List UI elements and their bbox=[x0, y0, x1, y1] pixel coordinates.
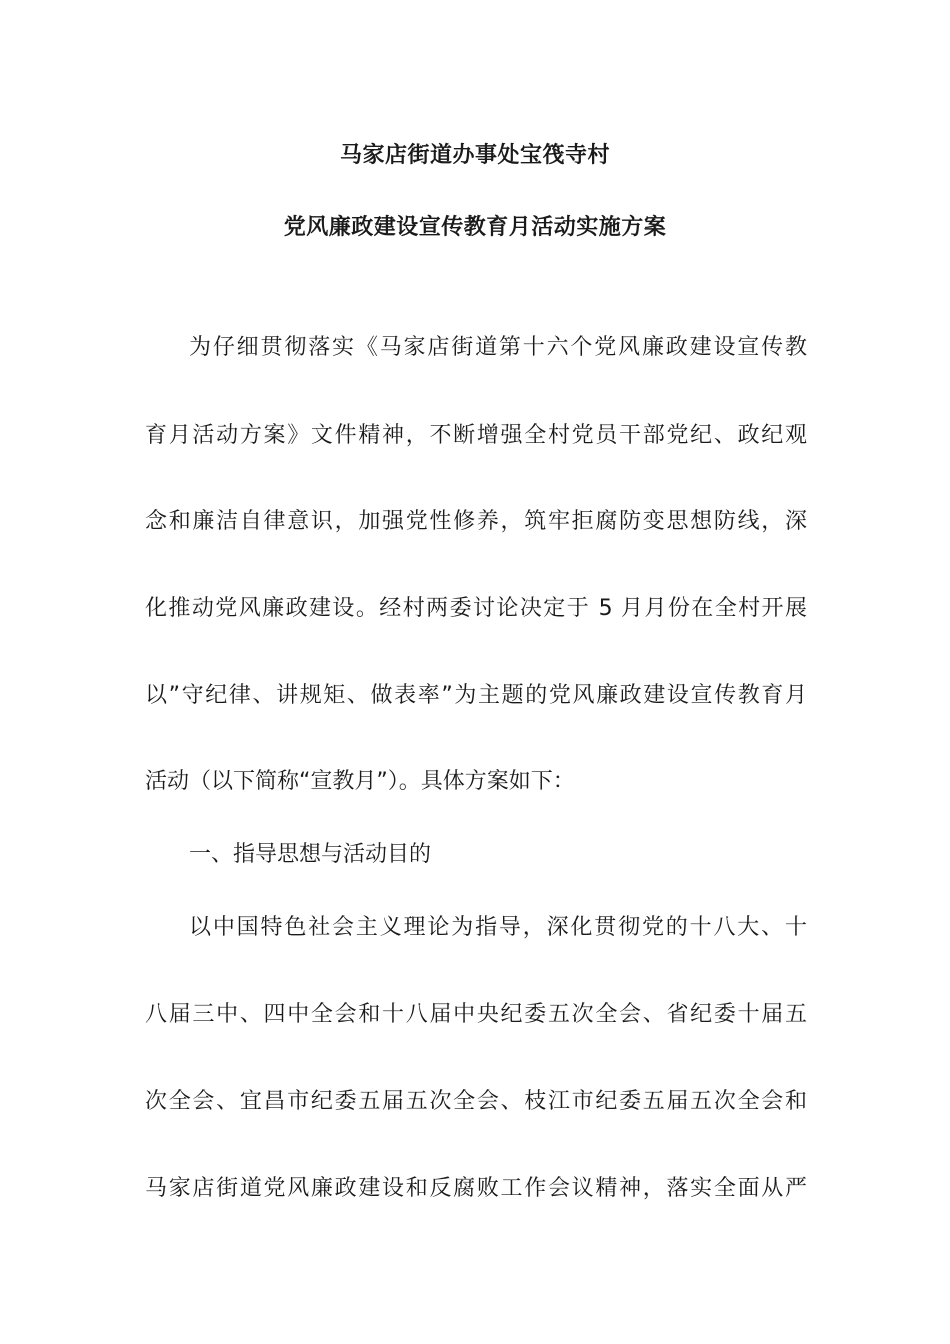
intro-paragraph-line: 为仔细贯彻落实《马家店街道第十六个党风廉政建设宣传教 bbox=[189, 335, 807, 360]
intro-paragraph-line: 育月活动方案》文件精神，不断增强全村党员干部党纪、政纪观 bbox=[145, 423, 807, 448]
document-title-line-2: 党风廉政建设宣传教育月活动实施方案 bbox=[283, 215, 667, 240]
intro-paragraph-line: 活动（以下简称“宣教月”）。具体方案如下： bbox=[145, 769, 575, 794]
intro-paragraph-line: 念和廉洁自律意识，加强党性修养，筑牢拒腐防变思想防线，深 bbox=[145, 509, 807, 534]
intro-paragraph-line: 化推动党风廉政建设。经村两委讨论决定于 5 月月份在全村开展 bbox=[145, 596, 807, 621]
document-title-line-1: 马家店街道办事处宝筏寺村 bbox=[339, 143, 610, 168]
section-paragraph-line: 八届三中、四中全会和十八届中央纪委五次全会、省纪委十届五 bbox=[145, 1002, 807, 1027]
section-paragraph-line: 以中国特色社会主义理论为指导，深化贯彻党的十八大、十 bbox=[189, 915, 807, 940]
section-heading: 一、指导思想与活动目的 bbox=[189, 842, 432, 867]
section-paragraph-line: 马家店街道党风廉政建设和反腐败工作会议精神，落实全面从严 bbox=[145, 1176, 807, 1201]
intro-paragraph-line: 以”守纪律、讲规矩、做表率”为主题的党风廉政建设宣传教育月 bbox=[145, 683, 807, 708]
section-paragraph-line: 次全会、宜昌市纪委五届五次全会、枝江市纪委五届五次全会和 bbox=[145, 1089, 807, 1114]
